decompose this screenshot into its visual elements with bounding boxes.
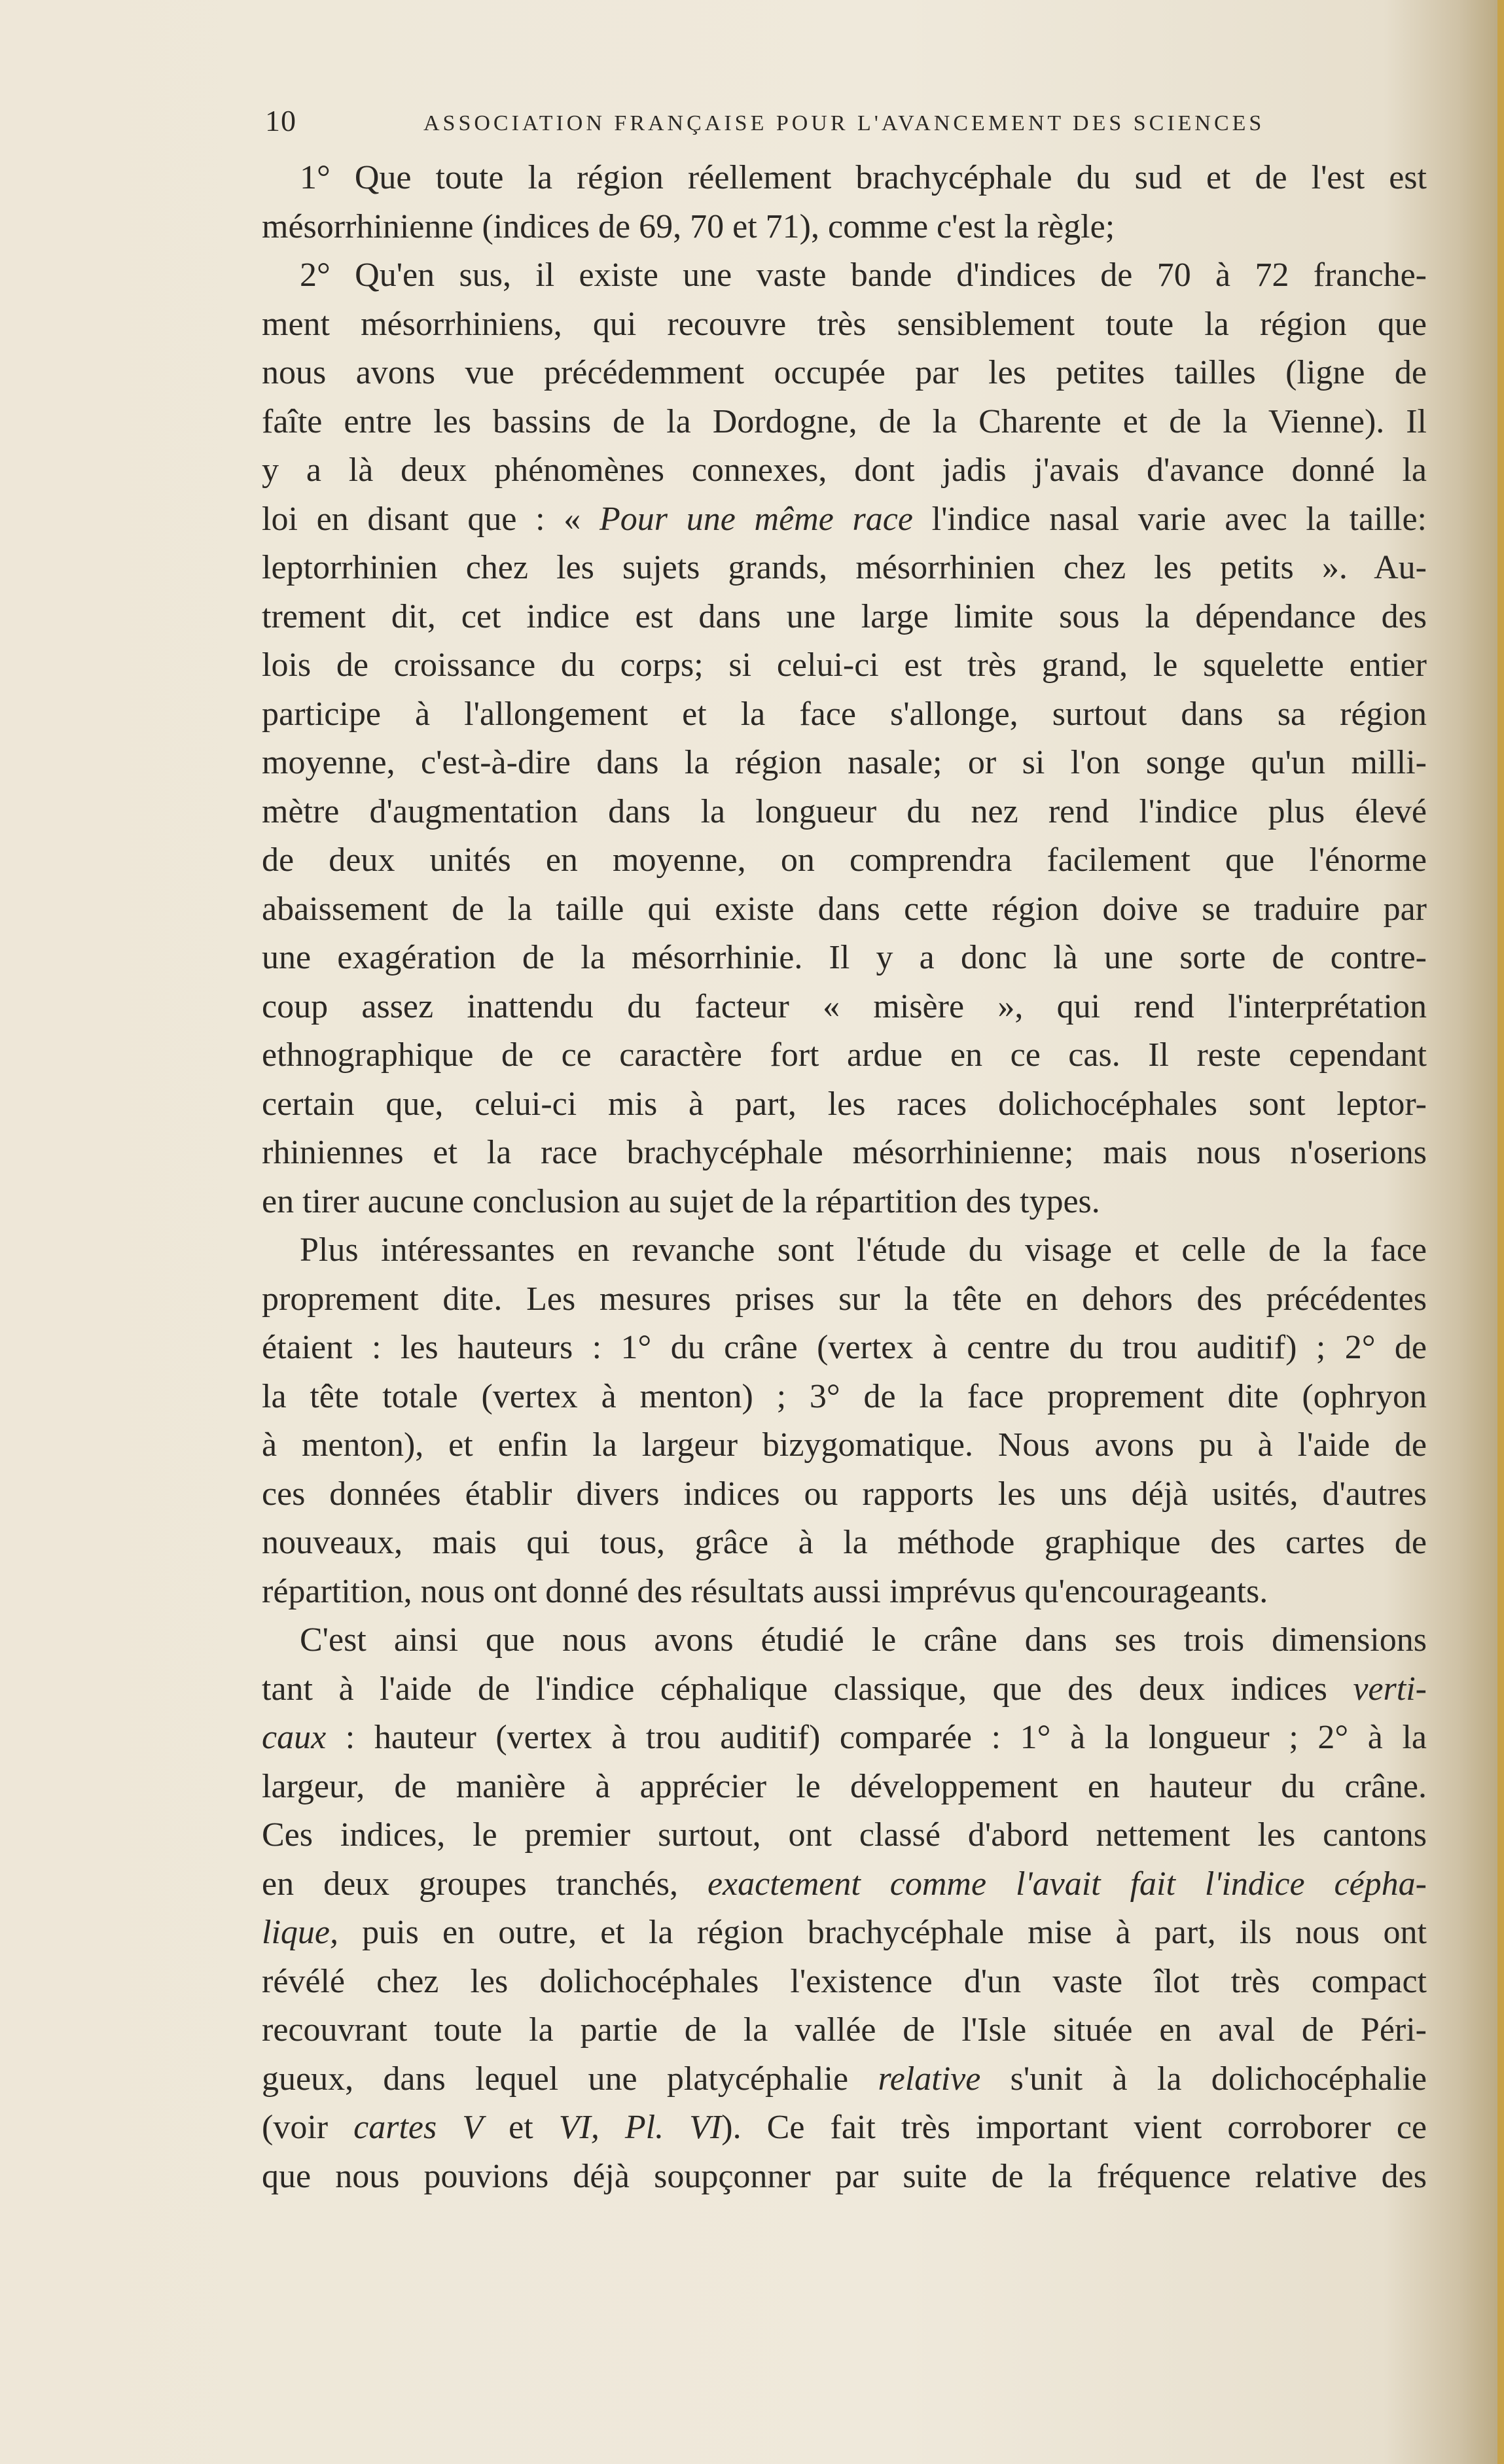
text-segment: l'indice nasal varie avec la taille: bbox=[912, 500, 1427, 538]
text-segment: gueux, dans lequel une platycéphalie bbox=[262, 2060, 878, 2098]
text-line: ment mésorrhiniens, qui recouvre très sensiblement toute la région que bbox=[262, 305, 1427, 343]
text-line: la tête totale (vertex à menton) ; 3° de la face proprement dite (ophryon bbox=[262, 1377, 1427, 1415]
text-line: abaissement de la taille qui existe dans cette région doive se traduire par bbox=[262, 890, 1427, 928]
text-segment: : hauteur (vertex à trou auditif) comparée : 1° à la longueur ; 2° à la bbox=[326, 1719, 1427, 1756]
italic-segment: VI, Pl. VI bbox=[558, 2109, 722, 2146]
text-line: moyenne, c'est-à-dire dans la région nasale; or si l'on songe qu'un milli- bbox=[262, 744, 1427, 781]
italic-segment: cartes V bbox=[353, 2109, 484, 2146]
italic-segment: caux bbox=[262, 1719, 327, 1756]
text-line: Ces indices, le premier surtout, ont classé d'abord nettement les cantons bbox=[262, 1816, 1427, 1854]
text-line: une exagération de la mésorrhinie. Il y a donc là une sorte de contre- bbox=[262, 939, 1427, 976]
text-line bbox=[262, 1909, 1427, 1958]
italic-segment: exactement comme l'avait fait l'indice cépha- bbox=[707, 1865, 1427, 1903]
text-line: à menton), et enfin la largeur bizygomatique. Nous avons pu à l'aide de bbox=[262, 1426, 1427, 1464]
text-line: trement dit, cet indice est dans une large limite sous la dépendance des bbox=[262, 597, 1427, 635]
text-segment: (voir bbox=[262, 2109, 354, 2146]
text-line: révélé chez les dolichocéphales l'existence d'un vaste îlot très compact bbox=[262, 1962, 1427, 2000]
text-line: recouvrant toute la partie de la vallée de l'Isle située en aval de Péri- bbox=[262, 2011, 1427, 2049]
text-line: y a là deux phénomènes connexes, dont jadis j'avais d'avance donné la bbox=[262, 451, 1427, 489]
text-line: 2° Qu'en sus, il existe une vaste bande d'indices de 70 à 72 franche- bbox=[300, 256, 1427, 294]
page-number: 10 bbox=[265, 104, 296, 137]
text-segment: s'unit à la dolichocéphalie bbox=[980, 2060, 1427, 2098]
page-edge bbox=[1497, 0, 1504, 2464]
italic-segment: Pour une même race bbox=[600, 500, 913, 538]
text-line: mètre d'augmentation dans la longueur du nez rend l'indice plus élevé bbox=[262, 792, 1427, 830]
body-text bbox=[262, 154, 1427, 2201]
text-line: C'est ainsi que nous avons étudié le crâne dans ses trois dimensions bbox=[300, 1621, 1427, 1659]
running-head: ASSOCIATION FRANÇAISE POUR L'AVANCEMENT DES SCIENCES bbox=[423, 111, 1265, 135]
text-line: que nous pouvions déjà soupçonner par suite de la fréquence relative des bbox=[262, 2157, 1427, 2195]
text-line bbox=[262, 2103, 1427, 2153]
page-header bbox=[265, 103, 1443, 143]
text-line: lois de croissance du corps; si celui-ci est très grand, le squelette entier bbox=[262, 646, 1427, 684]
text-line: étaient : les hauteurs : 1° du crâne (vertex à centre du trou auditif) ; 2° de bbox=[262, 1329, 1427, 1366]
italic-segment: relative bbox=[878, 2060, 981, 2098]
text-line: en tirer aucune conclusion au sujet de la répartition des types. bbox=[262, 1182, 1100, 1220]
text-line bbox=[262, 2055, 1427, 2104]
text-line: certain que, celui-ci mis à part, les races dolichocéphales sont leptor- bbox=[262, 1085, 1427, 1123]
text-line: nous avons vue précédemment occupée par les petites tailles (ligne de bbox=[262, 354, 1427, 391]
text-segment: ). Ce fait très important vient corroborer ce bbox=[721, 2109, 1427, 2146]
text-line: coup assez inattendu du facteur « misère », qui rend l'interprétation bbox=[262, 987, 1427, 1025]
text-segment: tant à l'aide de l'indice céphalique classique, que des deux indices bbox=[262, 1670, 1353, 1708]
text-line: largeur, de manière à apprécier le développement en hauteur du crâne. bbox=[262, 1767, 1427, 1805]
text-line: rhiniennes et la race brachycéphale mésorrhinienne; mais nous n'oserions bbox=[262, 1134, 1427, 1171]
text-line: répartition, nous ont donné des résultats aussi imprévus qu'encourageants. bbox=[262, 1572, 1268, 1610]
text-line bbox=[262, 1860, 1427, 1909]
text-line: nouveaux, mais qui tous, grâce à la méthode graphique des cartes de bbox=[262, 1524, 1427, 1561]
text-line: leptorrhinien chez les sujets grands, mésorrhinien chez les petits ». Au- bbox=[262, 549, 1427, 586]
text-line: ethnographique de ce caractère fort ardue en ce cas. Il reste cependant bbox=[262, 1036, 1427, 1074]
text-line bbox=[262, 495, 1427, 544]
italic-segment: lique, bbox=[262, 1914, 338, 1951]
text-line: ces données établir divers indices ou rapports les uns déjà usités, d'autres bbox=[262, 1475, 1427, 1513]
italic-segment: verti- bbox=[1353, 1670, 1427, 1708]
text-line: participe à l'allongement et la face s'allonge, surtout dans sa région bbox=[262, 695, 1427, 733]
text-line: Plus intéressantes en revanche sont l'étude du visage et celle de la face bbox=[300, 1231, 1427, 1269]
text-line: proprement dite. Les mesures prises sur la tête en dehors des précédentes bbox=[262, 1280, 1427, 1318]
text-segment: loi en disant que : « bbox=[262, 500, 600, 538]
text-line: mésorrhinienne (indices de 69, 70 et 71), comme c'est la règle; bbox=[262, 207, 1115, 245]
text-line bbox=[262, 1714, 1427, 1763]
text-segment: puis en outre, et la région brachycéphale mise à part, ils nous ont bbox=[338, 1914, 1427, 1951]
text-line bbox=[262, 1665, 1427, 1714]
text-line: 1° Que toute la région réellement brachycéphale du sud et de l'est est bbox=[300, 159, 1427, 196]
text-line: de deux unités en moyenne, on comprendra facilement que l'énorme bbox=[262, 841, 1427, 879]
text-segment: en deux groupes tranchés, bbox=[262, 1865, 707, 1903]
text-segment: et bbox=[483, 2109, 559, 2146]
text-line: faîte entre les bassins de la Dordogne, de la Charente et de la Vienne). Il bbox=[262, 402, 1427, 440]
